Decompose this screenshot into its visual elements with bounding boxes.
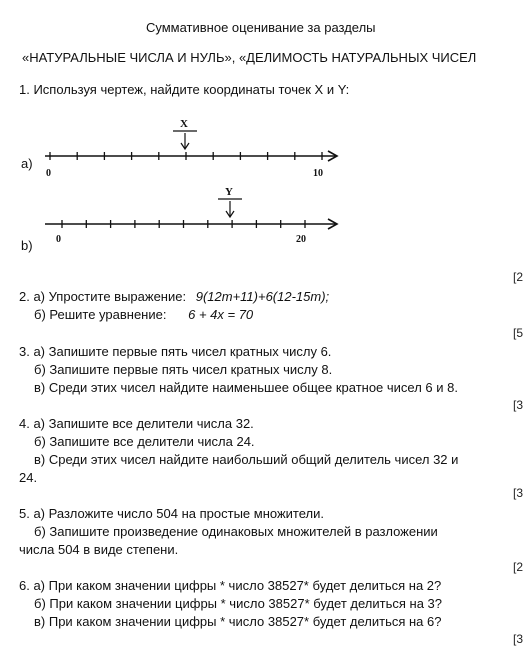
number-line-b-end: 20 <box>296 234 306 245</box>
q2-b-text: б) Решите уравнение: <box>34 307 167 322</box>
score-mark-2: [5 <box>513 326 523 340</box>
q5-a: 5. а) Разложите число 504 на простые множители. <box>19 506 324 521</box>
number-line-a-end: 10 <box>313 168 323 179</box>
number-line-a-label: а) <box>21 156 33 171</box>
q4-b: б) Запишите все делители числа 24. <box>34 434 255 449</box>
q4-a: 4. а) Запишите все делители числа 32. <box>19 416 254 431</box>
score-mark-6: [3 <box>513 632 523 646</box>
page-subtitle: «НАТУРАЛЬНЫЕ ЧИСЛА И НУЛЬ», «ДЕЛИМОСТЬ НАТУРАЛЬНЫХ ЧИСЕЛ <box>22 50 477 65</box>
q3-b: б) Запишите первые пять чисел кратных числу 8. <box>34 362 333 377</box>
number-line-b <box>45 199 337 229</box>
score-mark-1: [2 <box>513 270 523 284</box>
q3-a: 3. а) Запишите первые пять чисел кратных числу 6. <box>19 344 332 359</box>
q2-a <box>19 289 329 304</box>
q6-c: в) При каком значении цифры * число 38527* будет делиться на 6? <box>34 614 442 629</box>
q6-b: б) При каком значении цифры * число 38527* будет делиться на 3? <box>34 596 443 611</box>
number-line-b-start: 0 <box>56 234 61 245</box>
q2-b <box>34 307 253 322</box>
page-title: Суммативное оценивание за разделы <box>146 20 376 35</box>
q4-c-line2: 24. <box>19 470 38 485</box>
q5-b-line1: б) Запишите произведение одинаковых множителей в разложении <box>34 524 438 539</box>
q4-c-line1: в) Среди этих чисел найдите наибольший общий делитель чисел 32 и <box>34 452 459 467</box>
q2-b-expression: 6 + 4x = 70 <box>188 307 254 322</box>
score-mark-3: [3 <box>513 398 523 412</box>
number-line-a <box>45 131 337 161</box>
q2-a-text: 2. а) Упростите выражение: <box>19 289 187 304</box>
point-x-label: X <box>180 118 188 130</box>
q6-a: 6. а) При каком значении цифры * число 38527* будет делиться на 2? <box>19 578 442 593</box>
q1-text: 1. Используя чертеж, найдите координаты точек X и Y: <box>19 82 350 97</box>
q5-b-line2: числа 504 в виде степени. <box>19 542 179 557</box>
q2-a-expression: 9(12m+11)+6(12-15m); <box>195 289 330 304</box>
number-line-b-label: b) <box>21 238 33 253</box>
number-line-a-start: 0 <box>46 168 51 179</box>
q3-c: в) Среди этих чисел найдите наименьшее общее кратное чисел 6 и 8. <box>34 380 458 395</box>
score-mark-4: [3 <box>513 486 523 500</box>
point-y-label: Y <box>225 186 233 198</box>
score-mark-5: [2 <box>513 560 523 574</box>
